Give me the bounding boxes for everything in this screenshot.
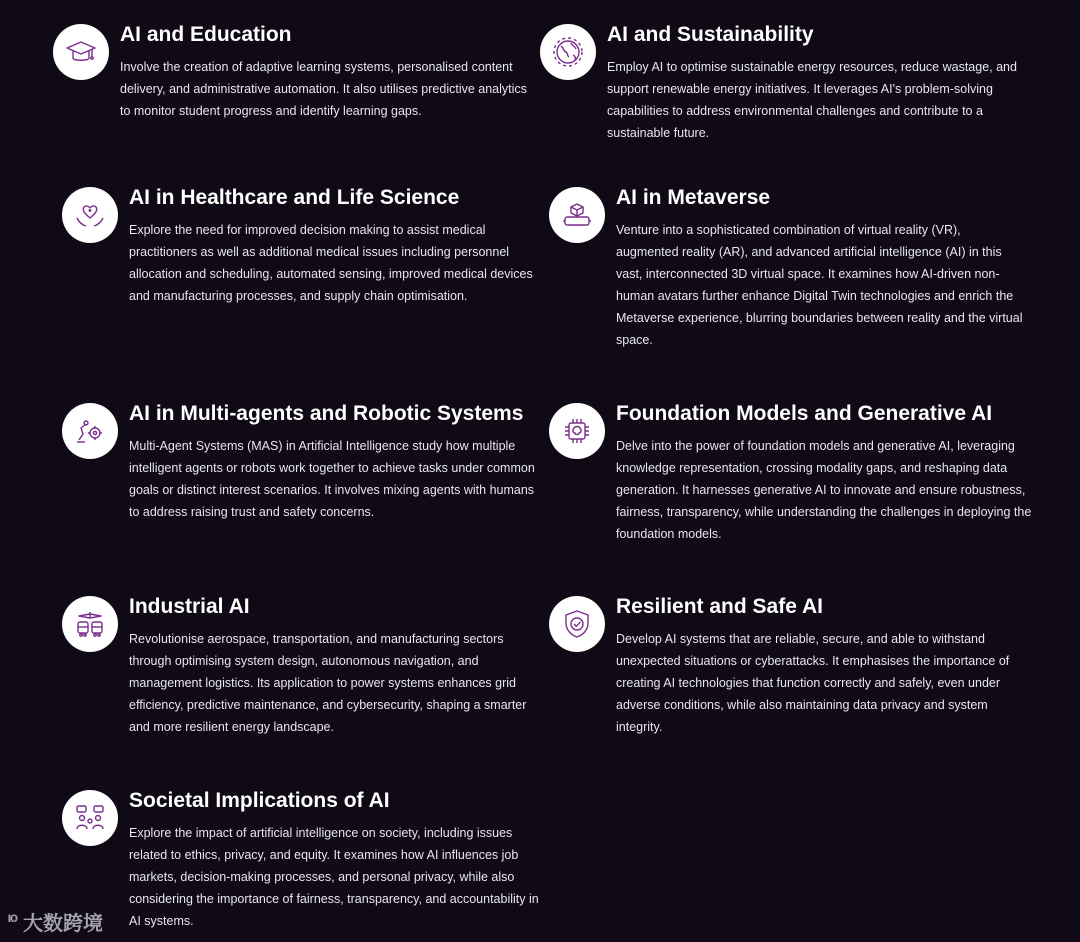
robot-agents-icon (62, 403, 118, 459)
ai-chip-brain-icon (549, 403, 605, 459)
card-title: Societal Implications of AI (129, 789, 390, 812)
healthcare-hands-icon (62, 187, 118, 243)
vr-headset-cube-icon (549, 187, 605, 243)
globe-leaf-icon (540, 24, 596, 80)
graduation-cap-icon (53, 24, 109, 80)
people-society-icon (62, 790, 118, 846)
card-title: Industrial AI (129, 595, 250, 618)
watermark-text: 大数跨境 (23, 910, 104, 935)
card-description: Explore the impact of artificial intelligence on society, including issues related to ethics, privacy, and equity. It examines how AI influences job markets, decision-making processes, and personal privacy, while also considering the importance of fairness, transparency, and accountability in AI systems. (129, 826, 539, 928)
card-description: Delve into the power of foundation models and generative AI, leveraging knowledge representation, crossing modality gaps, and reshaping data generation. It harnesses generative AI to innovate and ensure robustness, fairness, transparency, while understanding the challenges in deploying the foundation models. (616, 439, 1032, 541)
card-title: AI in Multi-agents and Robotic Systems (129, 402, 524, 425)
shield-check-icon (549, 596, 605, 652)
card-description: Involve the creation of adaptive learning systems, personalised content delivery, and administrative automation. It also utilises predictive analytics to monitor student progress and identify learning gaps. (120, 60, 527, 118)
card-title: AI and Sustainability (607, 23, 814, 46)
card-description: Employ AI to optimise sustainable energy resources, reduce wastage, and support renewable energy initiatives. It leverages AI's problem-solving capabilities to address environmental challenges and contribute to a sustainable future. (607, 60, 1017, 140)
card-description: Multi-Agent Systems (MAS) in Artificial Intelligence study how multiple intelligent agents or robots work together to achieve tasks under common goals or distinct interest scenarios. It involves mixing agents with humans to address raising trust and safety concerns. (129, 439, 535, 519)
watermark-logo: ᶥᵒ (8, 909, 18, 932)
card-title: Resilient and Safe AI (616, 595, 823, 618)
watermark (8, 906, 103, 936)
card-description: Explore the need for improved decision making to assist medical practitioners as well as additional medical issues including personnel allocation and scheduling, automated sensing, improved medical devices and manufacturing processes, and supply chain optimisation. (129, 223, 533, 303)
card-description: Venture into a sophisticated combination of virtual reality (VR), augmented reality (AR), and advanced artificial intelligence (AI) in this vast, interconnected 3D virtual space. It examines how AI-driven non-human avatars further enhance Digital Twin technologies and enrich the Metaverse experience, blurring boundaries between reality and the virtual space. (616, 223, 1023, 347)
card-description: Develop AI systems that are reliable, secure, and able to withstand unexpected situations or cyberattacks. It emphasises the importance of creating AI technologies that function correctly and safely, even under adverse conditions, while also maintaining data privacy and system integrity. (616, 632, 1010, 734)
transport-vehicles-icon (62, 596, 118, 652)
card-title: AI in Metaverse (616, 186, 771, 209)
card-title: Foundation Models and Generative AI (616, 402, 993, 425)
card-title: AI in Healthcare and Life Science (129, 186, 460, 209)
card-description: Revolutionise aerospace, transportation, and manufacturing sectors through optimising system design, autonomous navigation, and management logistics. Its application to power systems enhances grid efficiency, predictive maintenance, and cybersecurity, shaping a smarter and more resilient energy landscape. (129, 632, 527, 734)
card-title: AI and Education (120, 23, 292, 46)
